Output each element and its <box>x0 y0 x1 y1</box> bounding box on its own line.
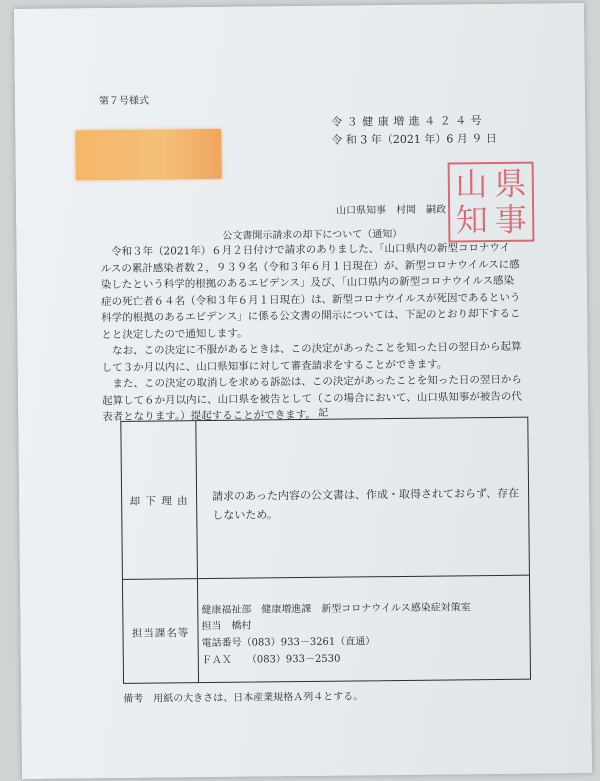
redacted-recipient <box>75 129 222 181</box>
document-date: 令 和 3 年（2021 年）6 月 ９ 日 <box>331 131 497 147</box>
contact-department: 健康福祉部 健康増進課 新型コロナウイルス感染症対策室 <box>201 602 471 617</box>
ki-heading: 記 <box>318 407 329 419</box>
footnote: 備考 用紙の大きさは、日本産業規格Ａ列４とする。 <box>123 691 364 705</box>
sender-name: 山口県知事 村岡 嗣政 <box>336 204 447 217</box>
table-divider-vertical <box>195 421 199 682</box>
contact-label: 担当課名等 <box>131 627 190 640</box>
form-number: 第７号様式 <box>98 95 150 108</box>
document-paper <box>14 3 592 779</box>
reason-text: 請求のあった内容の公文書は、作成・取得されておらず、存在しないため。 <box>212 486 520 522</box>
body-paragraph-2: なお、この決定に不服があるときは、この決定があったことを知った日の翌日から起算して３か月以内に、山口県知事に対して審査請求をすることができます。 <box>101 340 522 374</box>
details-table <box>120 417 531 684</box>
body-paragraph-1: 令和３年（2021年）６月２日付けで請求のありました、「山口県内の新型コロナウイルスの累計感染者数２，９３９名（令和３年６月１日現在）が、新型コロナウイルスに感染したという科学的根拠のあるエビデンス」及び、「山口県内の新型コロナウイルス感染症の死亡者６４名（令和３年６月１日現在）は、新型コロナウイルスが死因であるという科学的根拠のあるエビデンス」に係る公文書の開示については、下記のとおり却下することと決定したので通知します。 <box>100 241 521 341</box>
body-paragraph-3: また、この決定の取消しを求める訴訟は、この決定があったことを知った日の翌日から起算して６か月以内に、山口県を被告として（この場合において、山口県知事が被告の代表者となります。）提起することができます。 <box>101 373 522 424</box>
contact-person: 担当 橋村 <box>201 620 252 633</box>
contact-fax: ＦＡＸ （083）933－2530 <box>201 653 341 667</box>
table-divider-horizontal <box>123 575 529 580</box>
body-text <box>100 240 522 426</box>
reason-label: 却 下 理 由 <box>129 495 189 508</box>
contact-phone: 電話番号（083）933－3261（直通） <box>201 636 376 650</box>
document-title: 公文書開示請求の却下について（通知） <box>222 228 403 242</box>
document-number: 令 ３ 健 康 増 進 ４ ２ ４ 号 <box>331 114 483 129</box>
official-seal: 山 県 知 事 <box>448 162 535 243</box>
